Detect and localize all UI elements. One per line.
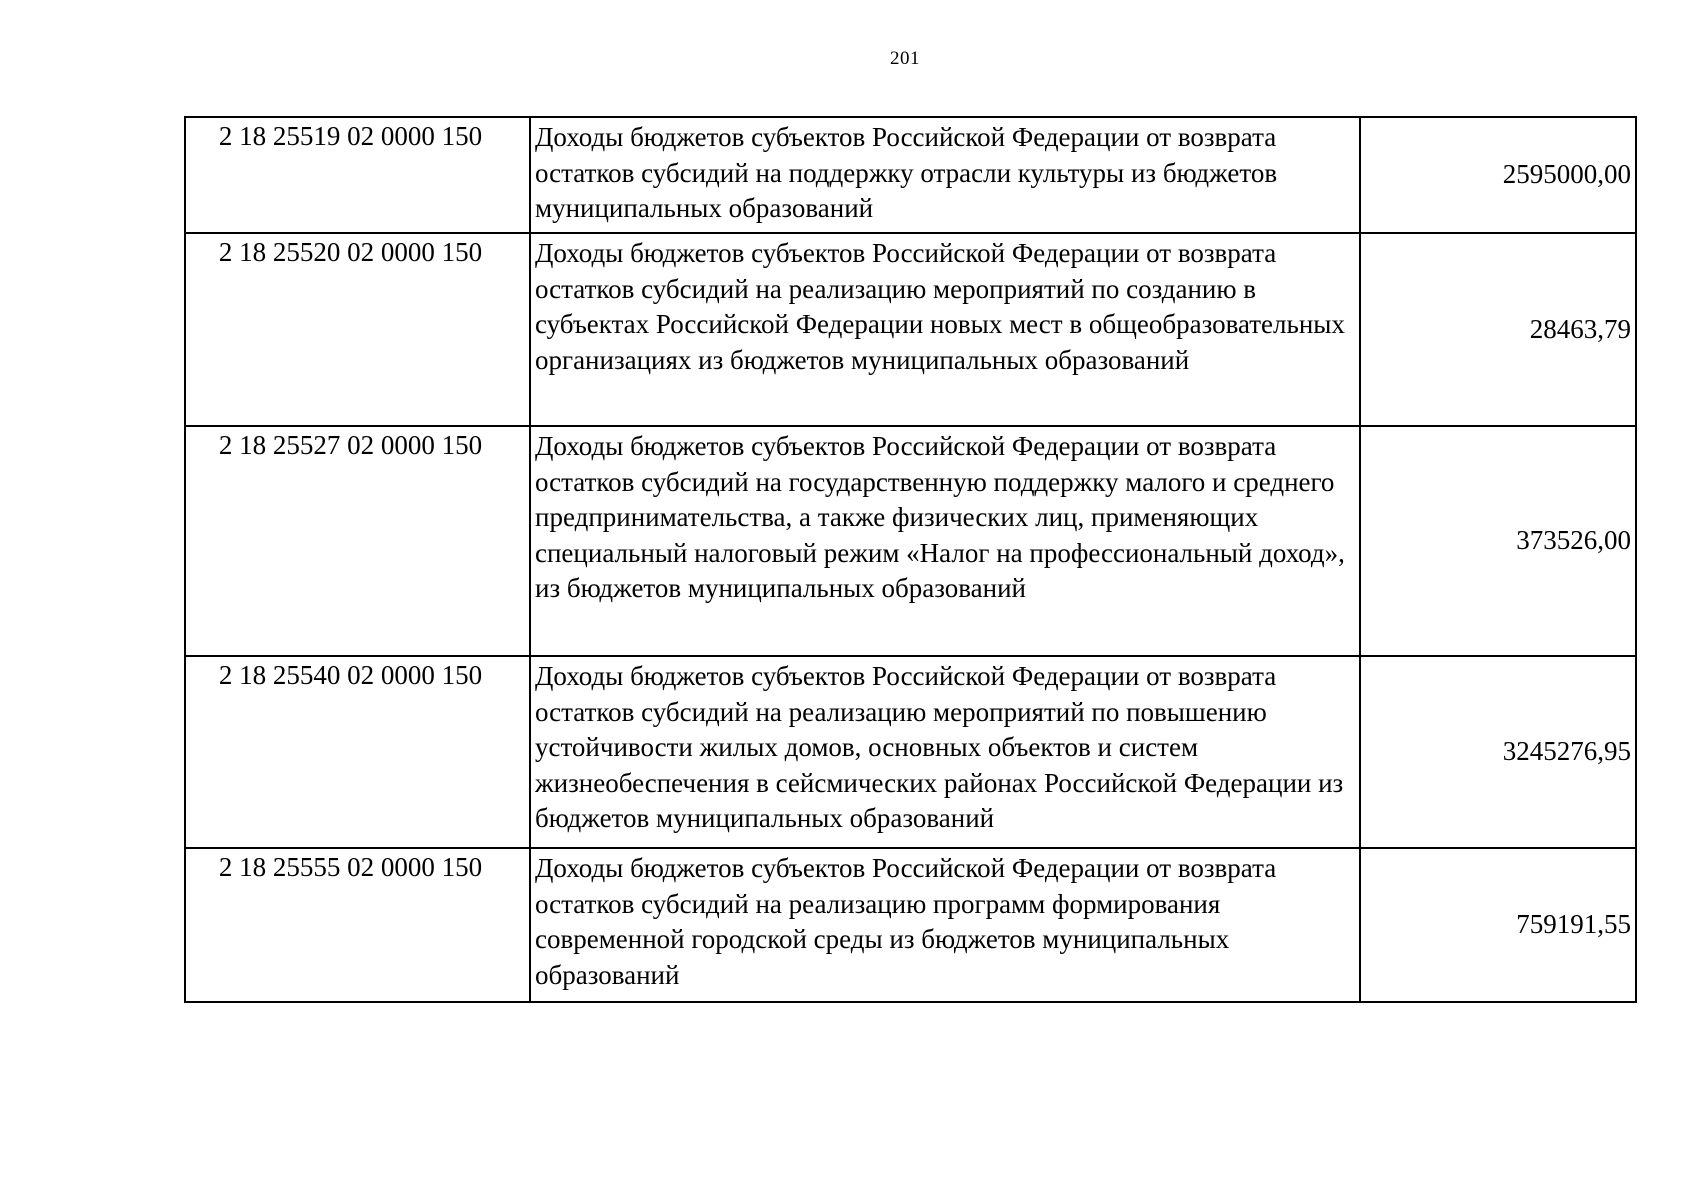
budget-code: 2 18 25555 02 0000 150 xyxy=(218,852,483,882)
budget-code: 2 18 25527 02 0000 150 xyxy=(218,430,483,460)
revenue-description: Доходы бюджетов субъектов Российской Федерации от возврата остатков субсидий на поддержку отрасли культуры из бюджетов муниципальных образований xyxy=(530,117,1360,233)
amount-cell: 28463,79 xyxy=(1360,233,1636,426)
revenue-description: Доходы бюджетов субъектов Российской Федерации от возврата остатков субсидий на реализацию мероприятий по созданию в субъектах Российской Федерации новых мест в общеобразовательных организациях из бюджетов муниципальных образований xyxy=(530,233,1360,426)
budget-code-cell xyxy=(185,426,530,656)
table-row xyxy=(185,656,1636,848)
budget-code-cell xyxy=(185,848,530,1002)
amount-cell: 759191,55 xyxy=(1360,848,1636,1002)
table-row xyxy=(185,233,1636,426)
budget-code-cell xyxy=(185,117,530,233)
revenue-table xyxy=(184,116,1637,1003)
revenue-description: Доходы бюджетов субъектов Российской Федерации от возврата остатков субсидий на реализацию мероприятий по повышению устойчивости жилых домов, основных объектов и систем жизнеобеспечения в сейсмических районах Российской Федерации из бюджетов муниципальных образований xyxy=(530,656,1360,848)
budget-code-cell xyxy=(185,656,530,848)
revenue-description: Доходы бюджетов субъектов Российской Федерации от возврата остатков субсидий на реализацию программ формирования современной городской среды из бюджетов муниципальных образований xyxy=(530,848,1360,1002)
amount-cell: 373526,00 xyxy=(1360,426,1636,656)
table-row xyxy=(185,117,1636,233)
table-row xyxy=(185,426,1636,656)
amount-cell: 2595000,00 xyxy=(1360,117,1636,233)
revenue-description: Доходы бюджетов субъектов Российской Федерации от возврата остатков субсидий на государственную поддержку малого и среднего предпринимательства, а также физических лиц, применяющих специальный налоговый режим «Налог на профессиональный доход», из бюджетов муниципальных образований xyxy=(530,426,1360,656)
budget-code: 2 18 25519 02 0000 150 xyxy=(218,121,483,151)
budget-code: 2 18 25520 02 0000 150 xyxy=(218,237,483,267)
table-row xyxy=(185,848,1636,1002)
amount-cell: 3245276,95 xyxy=(1360,656,1636,848)
page-number: 201 xyxy=(890,48,920,69)
budget-code-cell xyxy=(185,233,530,426)
budget-code: 2 18 25540 02 0000 150 xyxy=(218,660,483,690)
